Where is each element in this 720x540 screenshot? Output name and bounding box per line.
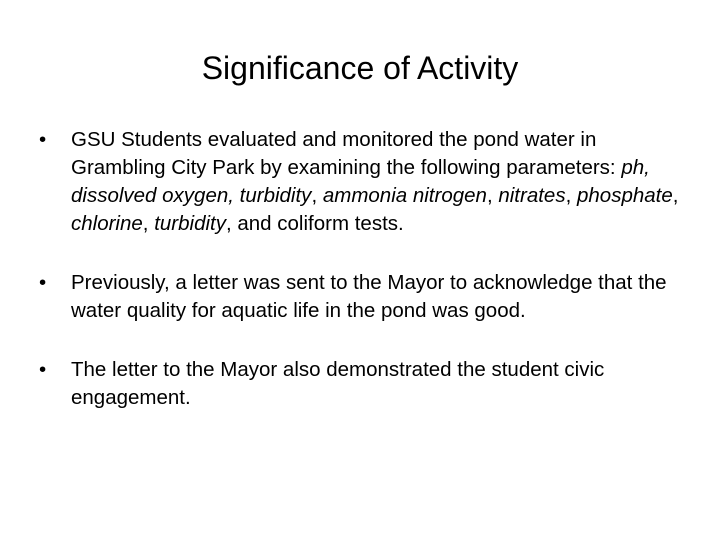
bullet-item-1 bbox=[36, 126, 686, 238]
slide-title: Significance of Activity bbox=[201, 50, 519, 86]
parameter-text: turbidity bbox=[154, 212, 226, 235]
bullet-item-3 bbox=[36, 356, 686, 412]
bullet-text-segment: GSU Students evaluated and monitored the pond water in Grambling City Park by examining the following parameters: bbox=[71, 128, 622, 179]
separator-text: , bbox=[565, 184, 577, 207]
bullet-dot-icon: • bbox=[39, 271, 47, 294]
bullet-item-2 bbox=[36, 269, 686, 325]
separator-text: , bbox=[311, 184, 323, 207]
bullet-text: The letter to the Mayor also demonstrated the student civic engagement. bbox=[71, 358, 605, 409]
parameter-text: phosphate bbox=[576, 184, 673, 207]
parameter-text: ammonia nitrogen bbox=[322, 184, 487, 207]
parameter-text: chlorine bbox=[71, 212, 143, 235]
bullet-dot-icon: • bbox=[39, 358, 47, 381]
separator-text: , bbox=[142, 212, 155, 235]
bullet-text-segment: , and coliform tests. bbox=[225, 212, 404, 235]
parameter-text: nitrates bbox=[498, 184, 566, 207]
separator-text: , bbox=[672, 184, 679, 207]
bullet-text: Previously, a letter was sent to the Mayor to acknowledge that the water quality for aquatic life in the pond was good. bbox=[71, 271, 667, 322]
bullet-list bbox=[36, 126, 686, 412]
bullet-dot-icon: • bbox=[39, 128, 47, 151]
parameter-text: ph, dissolved oxygen, turbidity bbox=[71, 156, 650, 207]
separator-text: , bbox=[486, 184, 499, 207]
